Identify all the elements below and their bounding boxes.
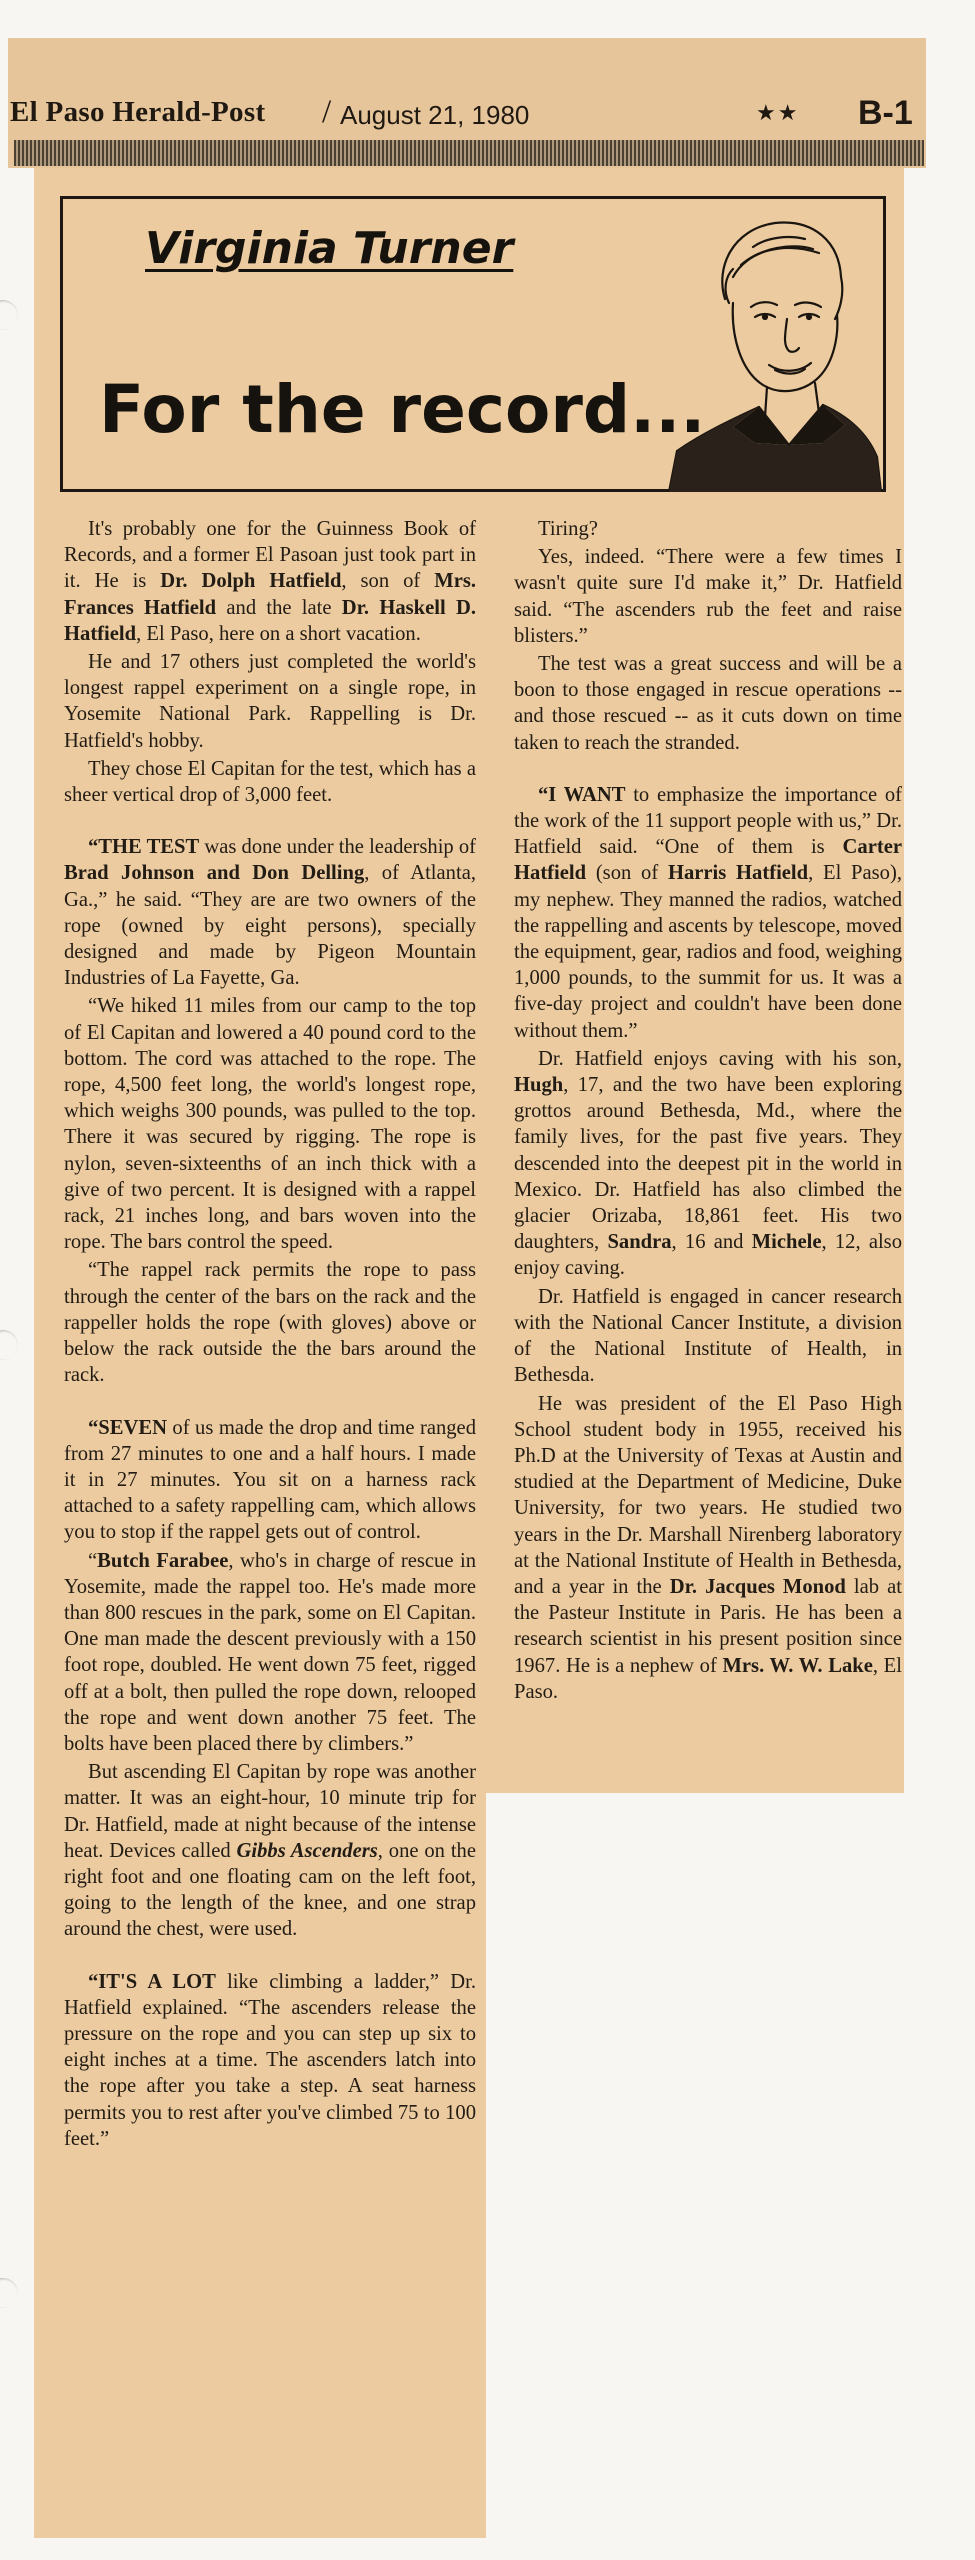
article-paragraph: “The rappel rack permits the rope to pass through the center of the bars on the rack and the rappeller holds the rope (with gloves) above or below the rack outside the the bars around the rack.: [64, 1259, 476, 1387]
article-paragraph: Dr. Hatfield enjoys caving with his son, Hugh, 17, and the two have been exploring grottos around Bethesda, Md., where the family lives, for the past five years. They descended into the deepest pit in the world in Mexico. Dr. Hatfield has also climbed the glacier Orizaba, 18,861 feet. His two daughters, Sandra, 16 and Michele, 12, also enjoy caving.: [514, 1047, 902, 1280]
binder-hole: [0, 1330, 18, 1360]
binder-hole: [0, 300, 18, 330]
article-paragraph: Yes, indeed. “There were a few times I wasn't quite sure I'd make it,” Dr. Hatfield said. “The ascenders rub the feet and raise blisters.”: [514, 546, 902, 647]
article-paragraph: “THE TEST was done under the leadership of Brad Johnson and Don Delling, of Atlanta, Ga.,” he said. “They are are two owners of the rope (owned by eight persons), specially designed and made by Pigeon Mountain Industries of La Fayette, Ga.: [64, 836, 477, 990]
newspaper-name: El Paso Herald-Post: [10, 96, 266, 128]
issue-date: August 21, 1980: [340, 100, 530, 130]
article-paragraph: Tiring?: [538, 518, 598, 540]
edition-stars: ★★: [756, 100, 800, 125]
article-paragraph: He and 17 others just completed the world's longest rappel experiment on a single rope, in Yosemite National Park. Rappelling is Dr. Hatfield's hobby.: [64, 651, 476, 752]
columnist-name: Virginia Turner: [145, 223, 514, 274]
columnist-portrait-illustration: [663, 207, 883, 492]
article-paragraph: “IT'S A LOT like climbing a ladder,” Dr. Hatfield explained. “The ascenders release the pressure on the rope and you can step up six to eight inches at a time. The ascenders latch into the rope after you take a step. A seat harness permits you to rest after you've climbed 75 to 100 feet.”: [64, 1970, 477, 2150]
article-column-left: [64, 516, 476, 2154]
article-paragraph: He was president of the El Paso High School student body in 1955, received his Ph.D at the University of Texas at Austin and studied at the Department of Medicine, Duke University, for two years. He studied two years in the Dr. Marshall Nirenberg laboratory at the National Institute of Health in Bethesda, and a year in the Dr. Jacques Monod lab at the Pasteur Institute in Paris. He has been a research scientist in his present position since 1967. He is a nephew of Mrs. W. W. Lake, El Paso.: [514, 1392, 902, 1703]
article-paragraph: They chose El Capitan for the test, which has a sheer vertical drop of 3,000 feet.: [64, 757, 476, 807]
article-column-right: [514, 516, 902, 1707]
masthead-rule: [14, 140, 924, 166]
article-paragraph: The test was a great success and will be a boon to those engaged in rescue operations -- and those rescued -- as it cuts down on time taken to reach the stranded.: [514, 653, 902, 754]
column-header-box: [60, 196, 886, 492]
article-paragraph: Dr. Hatfield is engaged in cancer research with the National Cancer Institute, a division of the National Institute of Health, in Bethesda.: [514, 1285, 902, 1387]
masthead-separator: /: [322, 94, 332, 130]
binder-hole: [0, 2278, 18, 2308]
article-paragraph: It's probably one for the Guinness Book of Records, and a former El Pasoan just took part in it. He is Dr. Dolph Hatfield, son of Mrs. Frances Hatfield and the late Dr. Haskell D. Hatfield, El Paso, here on a short vacation.: [64, 518, 477, 645]
article-paragraph: “Butch Farabee, who's in charge of rescue in Yosemite, made the rappel too. He's made more than 800 rescues in the park, some on El Capitan. One man made the descent previously with a 150 foot rope, doubled. He went down 75 feet, rigged off at a bolt, then pulled the rope down, relooped the rope and went down another 75 feet. The bolts have been placed there by climbers.”: [64, 1549, 476, 1755]
page-number: B-1: [858, 94, 913, 132]
article-paragraph: “I WANT to emphasize the importance of the work of the 11 support people with us,” Dr. Hatfield said. “One of them is Carter Hatfield (son of Harris Hatfield, El Paso), my nephew. They manned the radios, watched the rappelling and ascents by telescope, moved the equipment, gear, radios and food, weighing 1,000 pounds, to the summit for us. It was a five-day project and couldn't have been done without them.”: [514, 783, 902, 1042]
column-title: For the record...: [99, 371, 706, 448]
article-paragraph: “SEVEN of us made the drop and time ranged from 27 minutes to one and a half hours. I made it in 27 minutes. You sit on a harness rack attached to a safety rappelling cam, which allows you to stop if the rappel gets out of control.: [64, 1416, 476, 1544]
masthead: [10, 96, 925, 134]
article-paragraph: But ascending El Capitan by rope was another matter. It was an eight-hour, 10 minute trip for Dr. Hatfield, made at night because of the intense heat. Devices called Gibbs Ascenders, one on the right foot and one floating cam on the left foot, going to the length of the knee, and one strap around the chest, were used.: [64, 1761, 476, 1941]
article-paragraph: “We hiked 11 miles from our camp to the top of El Capitan and lowered a 40 pound cord to the bottom. The cord was attached to the rope. The rope, 4,500 feet long, the world's longest rope, which weighs 300 pounds, was pulled to the top. There it was secured by rigging. The rope is nylon, seven-sixteenths of an inch thick with a give of two percent. It is designed with a rappel rack, 21 inches long, and bars woven into the rope. The bars control the speed.: [64, 995, 476, 1254]
